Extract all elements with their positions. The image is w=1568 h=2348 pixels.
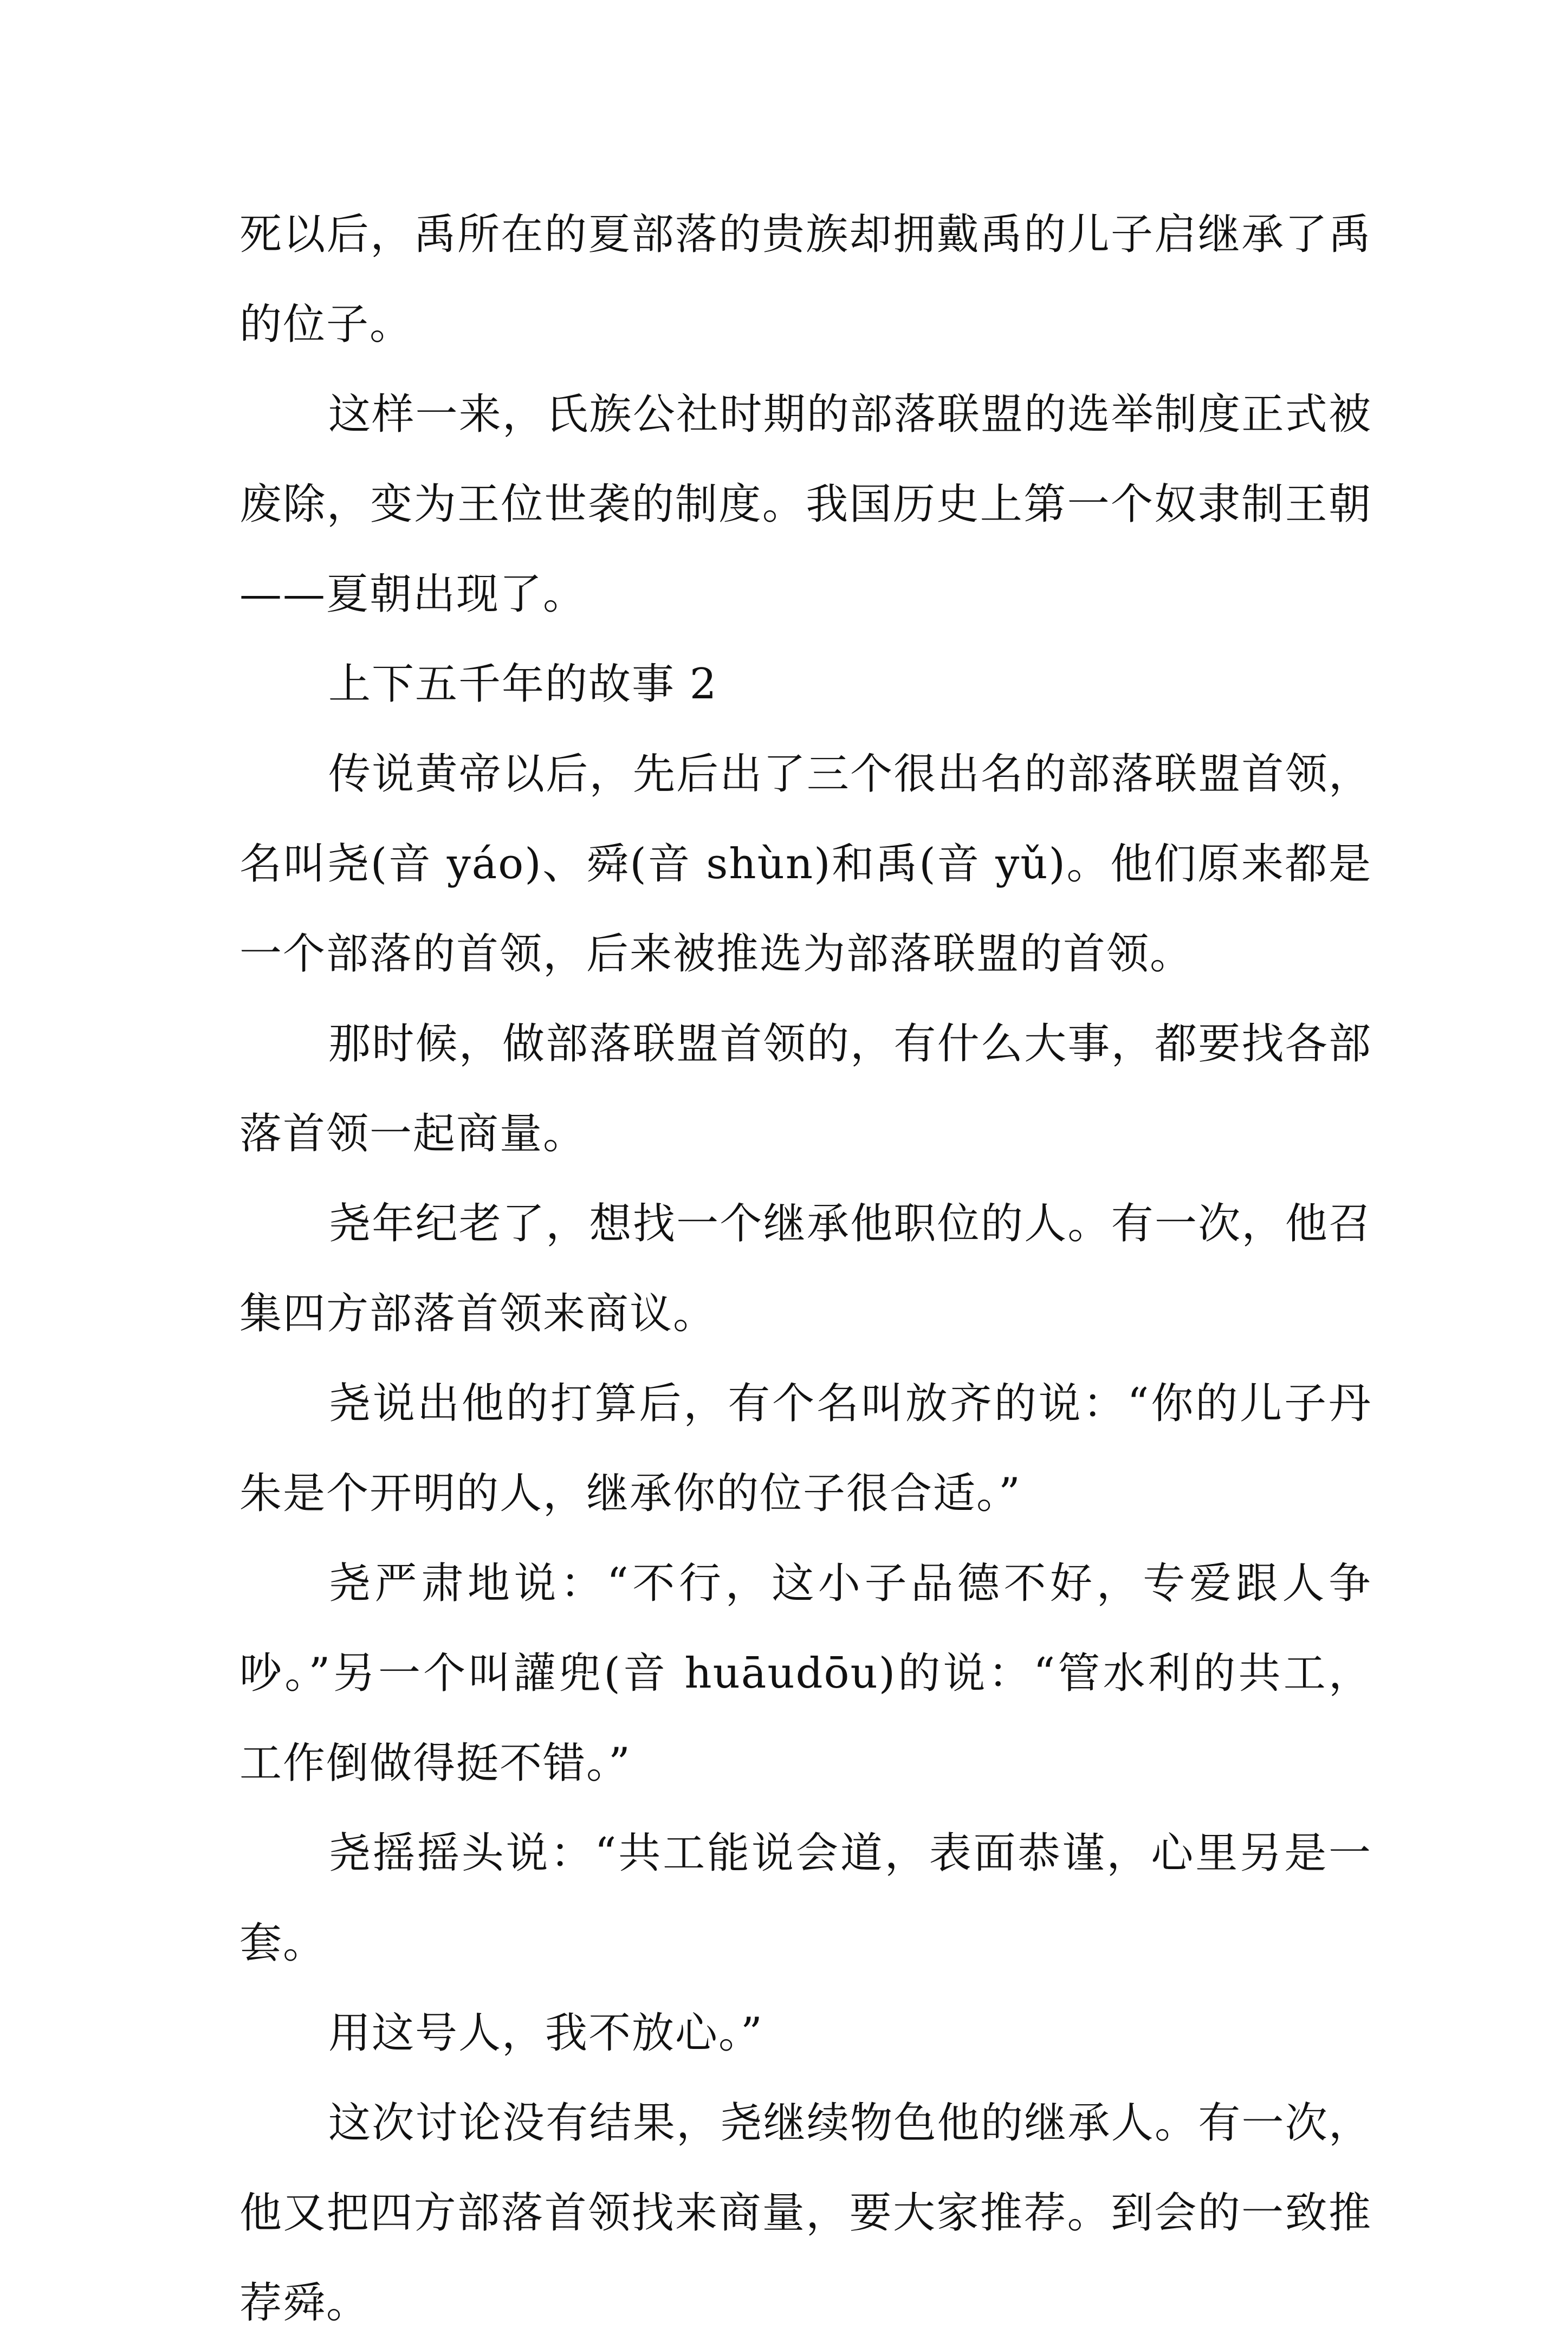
- paragraph-7: 尧严肃地说：“不行，这小子品德不好，专爱跟人争吵。”另一个叫讙兜(音 huāudōu)的说：“管水利的共工，工作倒做得挺不错。”: [239, 1559, 1372, 1788]
- document-body: [239, 190, 1372, 2348]
- paragraph-8: 尧摇摇头说：“共工能说会道，表面恭谨，心里另是一套。: [239, 1829, 1372, 1968]
- paragraph-9: 用这号人，我不放心。”: [328, 2009, 763, 2058]
- paragraph-10: 这次讨论没有结果，尧继续物色他的继承人。有一次，他又把四方部落首领找来商量，要大家推荐。到会的一致推荐舜。: [239, 2099, 1372, 2327]
- paragraph-3: 传说黄帝以后，先后出了三个很出名的部落联盟首领，名叫尧(音 yáo)、舜(音 shùn)和禹(音 yǔ)。他们原来都是一个部落的首领，后来被推选为部落联盟的首领。: [239, 750, 1372, 978]
- paragraph-4: 那时候，做部落联盟首领的，有什么大事，都要找各部落首领一起商量。: [239, 1020, 1372, 1158]
- paragraph-2: 这样一来，氏族公社时期的部落联盟的选举制度正式被废除，变为王位世袭的制度。我国历史上第一个奴隶制王朝——夏朝出现了。: [239, 390, 1372, 619]
- paragraph-1: 死以后，禹所在的夏部落的贵族却拥戴禹的儿子启继承了禹的位子。: [239, 210, 1372, 349]
- paragraph-5: 尧年纪老了，想找一个继承他职位的人。有一次，他召集四方部落首领来商议。: [239, 1199, 1372, 1338]
- paragraph-6: 尧说出他的打算后，有个名叫放齐的说：“你的儿子丹朱是个开明的人，继承你的位子很合适。”: [239, 1379, 1372, 1518]
- section-heading: 上下五千年的故事 2: [328, 660, 718, 709]
